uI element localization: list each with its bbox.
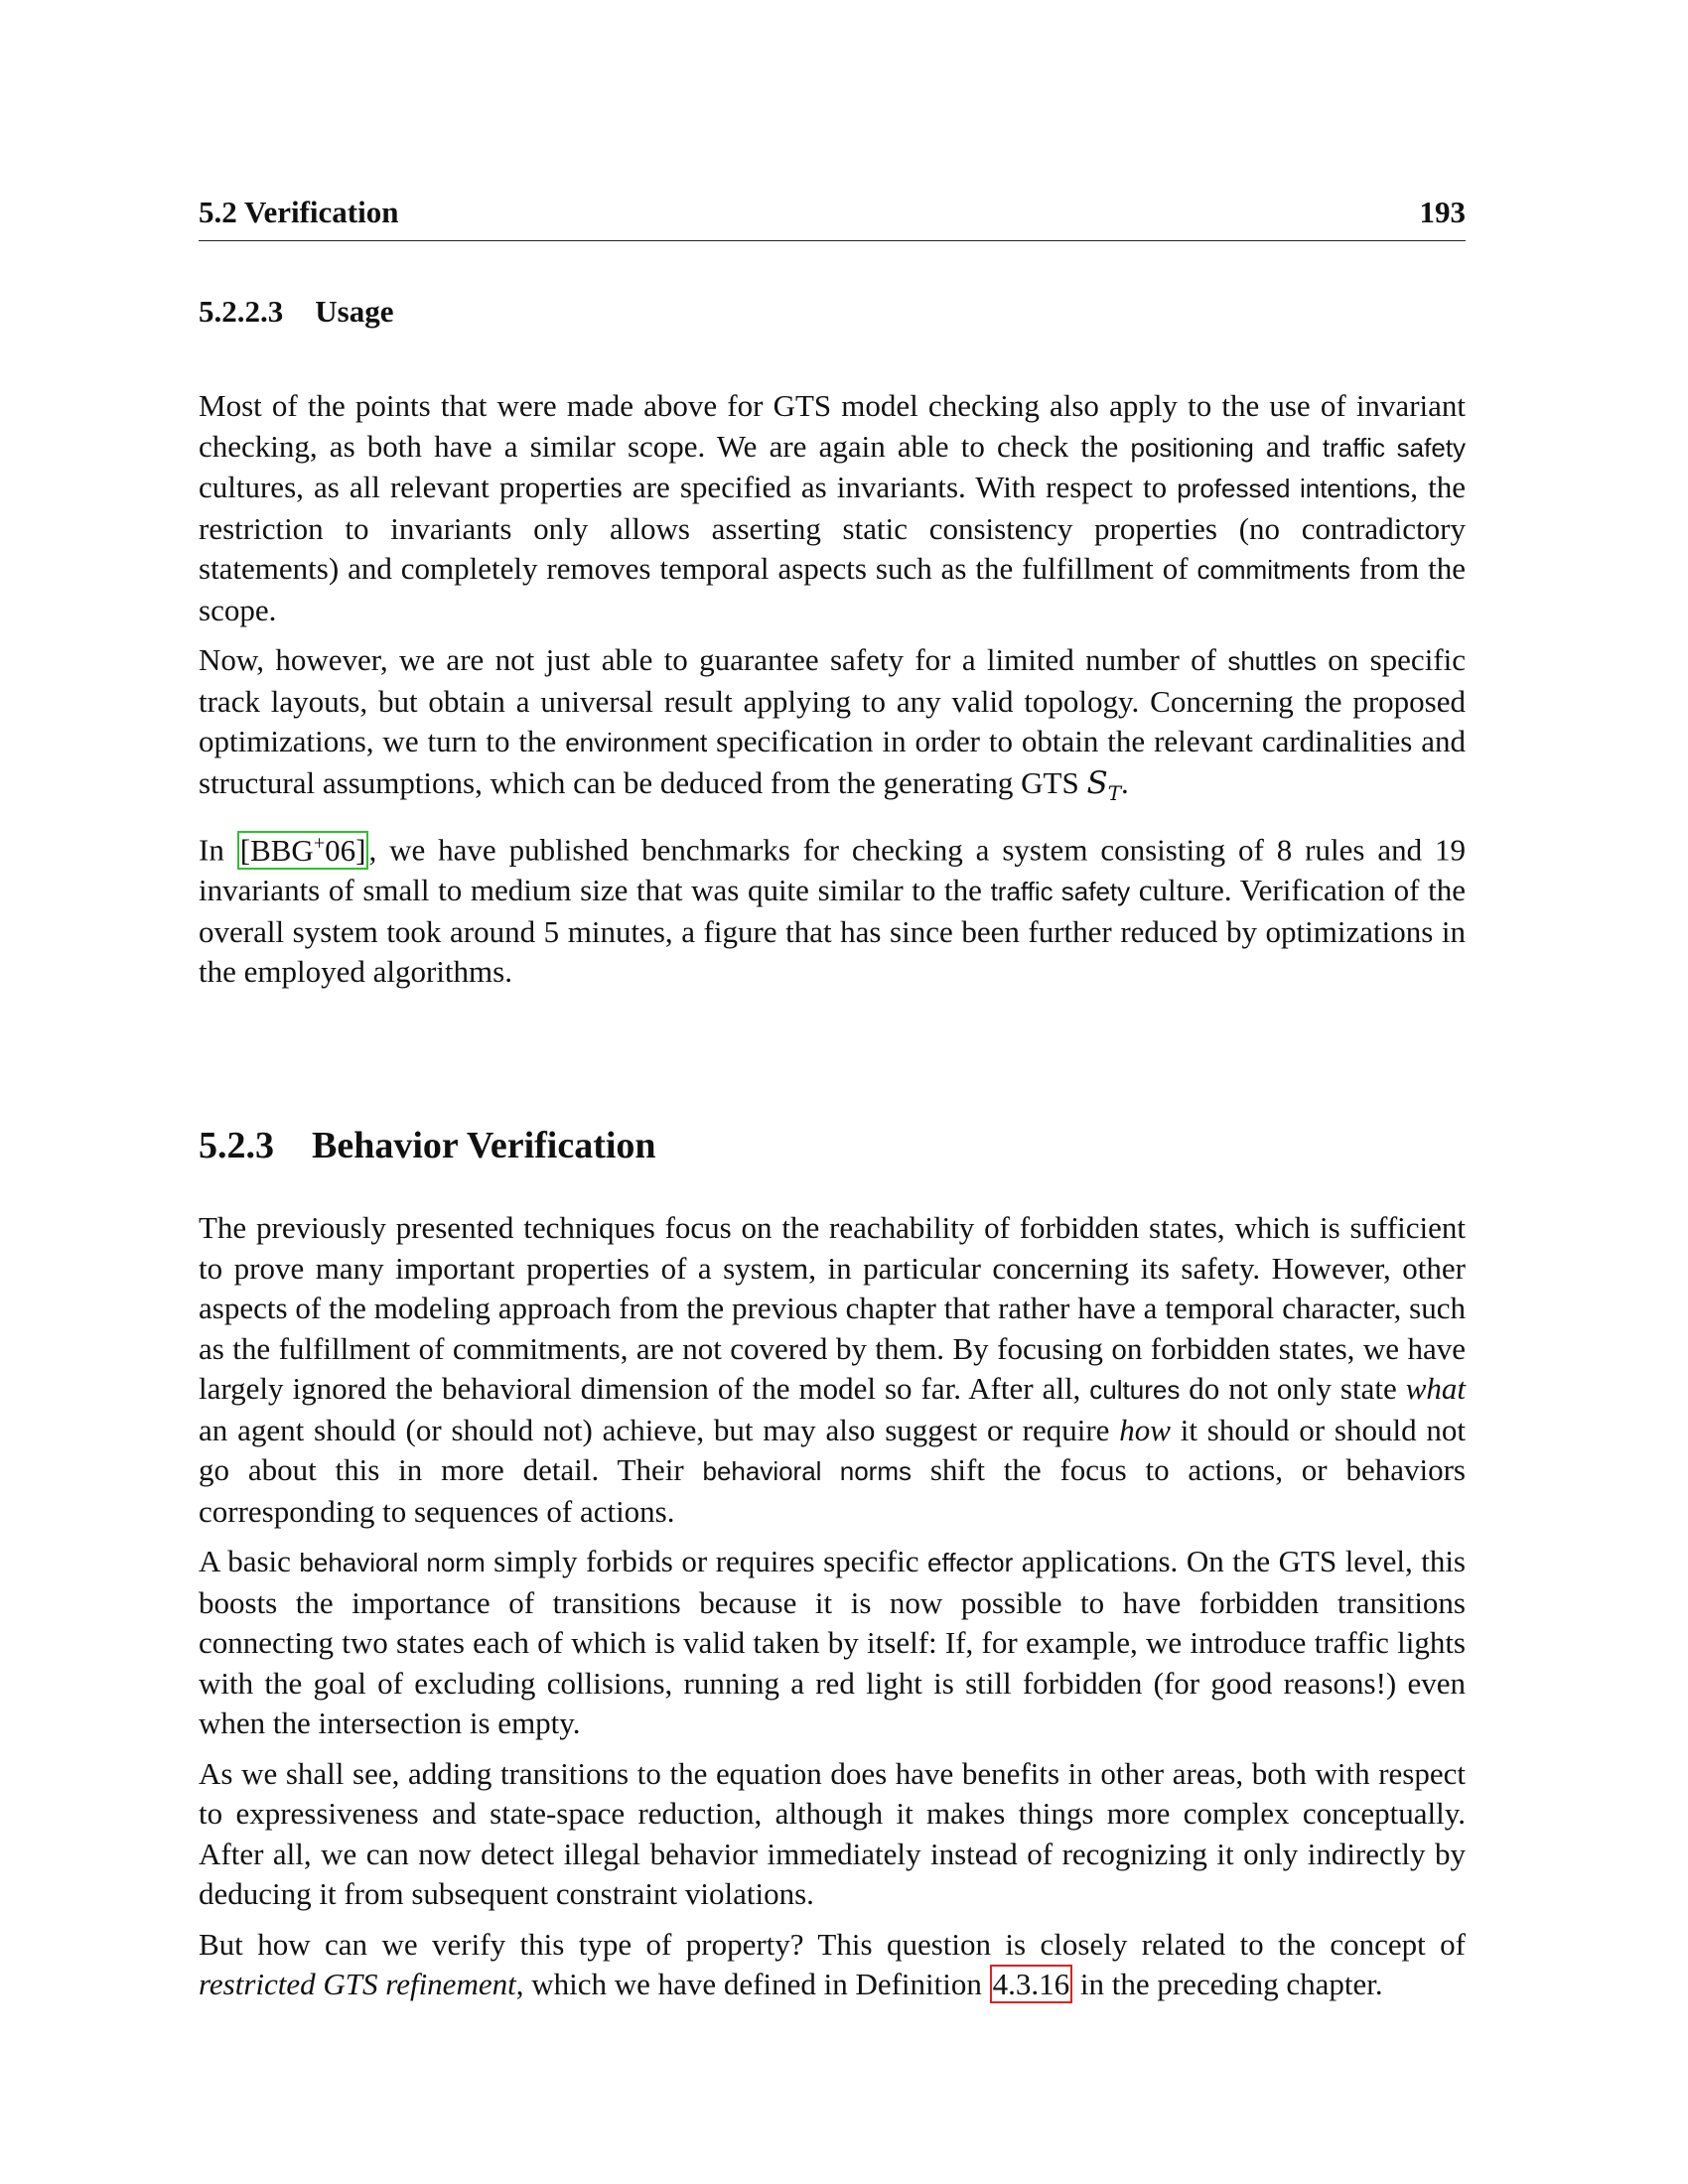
term-traffic-safety-2: traffic safety (990, 877, 1131, 907)
running-head-section: 5.2 Verification (199, 195, 399, 229)
heading-usage-number: 5.2.2.3 (199, 294, 284, 329)
usage-paragraph-3: In [BBG+06], we have published benchmarks for checking a system consisting of 8 rules and 19 invariants of small to medium size that was quite similar to the traffic safety culture. Verification of the overall system took around 5 minutes, a figure that has since been further reduced by optimizations in the employed algorithms. (199, 832, 1467, 990)
definition-reference-link[interactable]: 4.3.16 (990, 1965, 1073, 2003)
heading-behavior-number: 5.2.3 (199, 1125, 274, 1166)
usage-paragraph-2: Now, however, we are not just able to guarantee safety for a limited number of shuttles on specific track layouts, but obtain a universal result applying to any valid topology. Concerning the proposed optimizations, we turn to the environment specification in order to obtain the relevant cardinalities and structural assumptions, which can be deduced from the generating GTS $S_T$. (199, 642, 1467, 805)
term-effector: effector (927, 1548, 1014, 1577)
behavior-paragraph-4: But how can we verify this type of property? This question is closely related to the concept of restricted GTS refinement, which we have defined in Definition 4.3.16 in the preceding chapter. (199, 1926, 1466, 2001)
behavior-paragraph-3: As we shall see, adding transitions to the equation does have benefits in other areas, both with respect to expressiveness and state-space reduction, although it makes things more complex conceptually. After all, we can now detect illegal behavior immediately instead of recognizing it only indirectly by deducing it from subsequent constraint violations. (199, 1755, 1466, 1911)
page-number: 193 (1419, 195, 1466, 229)
heading-behavior-verification (199, 1124, 656, 1167)
heading-usage-title: Usage (315, 294, 394, 329)
behavior-body (199, 1208, 1466, 2015)
emphasis-how: how (1119, 1412, 1171, 1447)
math-gts-symbol: $S_T$ (1086, 764, 1122, 805)
term-cultures: cultures (1089, 1375, 1181, 1405)
term-professed-intentions: professed intentions (1177, 474, 1411, 503)
term-traffic-safety: traffic safety (1322, 432, 1467, 463)
term-behavioral-norms: behavioral norms (702, 1456, 912, 1486)
behavior-paragraph-2: A basic behavioral norm simply forbids or requires specific effector applications. On the GTS level, this boosts the importance of transitions because it is now possible to have forbidden transitions connecting two states each of which is valid taken by itself: If, for example, we introduce traffic lights with the goal of excluding collisions, running a red light is still forbidden (for good reasons!) even when the intersection is empty. (199, 1544, 1466, 1740)
heading-behavior-title: Behavior Verification (312, 1125, 656, 1166)
term-behavioral-norm: behavioral norm (299, 1548, 486, 1577)
term-commitments: commitments (1196, 555, 1351, 585)
usage-body (199, 386, 1466, 1003)
term-environment: environment (565, 728, 708, 757)
term-shuttles: shuttles (1227, 646, 1317, 676)
emphasis-what: what (1405, 1371, 1466, 1406)
behavior-paragraph-1: The previously presented techniques focus on the reachability of forbidden states, which is sufficient to prove many important properties of a system, in particular concerning its safety. However, other aspects of the modeling approach from the previous chapter that rather have a temporal character, such as the fulfillment of commitments, are not covered by them. By focusing on forbidden states, we have largely ignored the behavioral dimension of the model so far. After all, cultures do not only state what an agent should (or should not) achieve, but may also suggest or require how it should or should not go about this in more detail. Their behavioral norms shift the focus to actions, or behaviors corresponding to sequences of actions. (199, 1210, 1467, 1529)
emphasis-restricted-gts-refinement: restricted GTS refinement (199, 1967, 516, 2001)
heading-usage (199, 294, 393, 330)
term-positioning: positioning (1130, 432, 1254, 463)
citation-link[interactable]: [BBG+06] (237, 831, 369, 870)
usage-paragraph-1: Most of the points that were made above for GTS model checking also apply to the use of invariant checking, as both have a similar scope. We are again able to check the positioning and traffic safety cultures, as all relevant properties are specified as invariants. With respect to professed intentions, the restriction to invariants only allows asserting static consistency properties (no contradictory statements) and completely removes temporal aspects such as the fulfillment of commitments from the scope. (199, 388, 1467, 627)
running-head (199, 195, 1466, 241)
